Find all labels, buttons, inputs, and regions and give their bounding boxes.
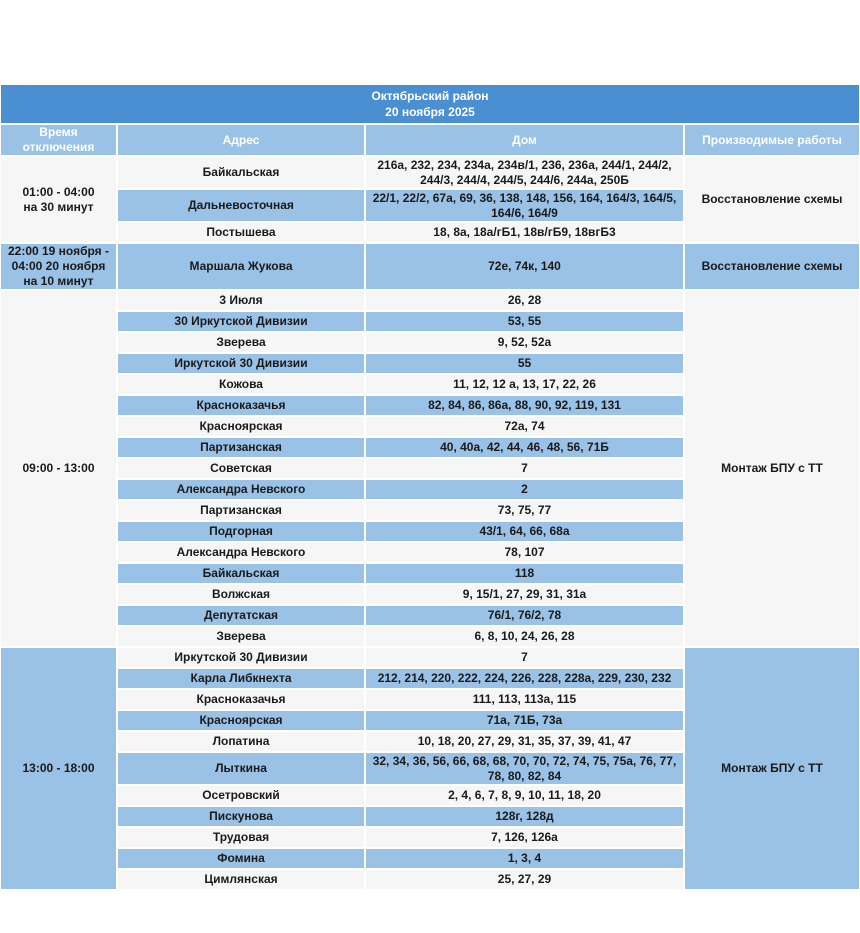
street-cell: Волжская xyxy=(118,585,364,604)
houses-cell: 216а, 232, 234, 234а, 234в/1, 236, 236а, 244/1, 244/2, 244/3, 244/4, 244/5, 244/6, 244а, 250Б xyxy=(366,157,683,188)
street-cell: Красноярская xyxy=(118,417,364,436)
houses-cell: 212, 214, 220, 222, 224, 226, 228, 228а, 229, 230, 232 xyxy=(366,669,683,688)
works-cell: Восстановление схемы xyxy=(685,157,859,242)
street-cell: Лыткина xyxy=(118,753,364,784)
street-cell: Лопатина xyxy=(118,732,364,751)
outage-table xyxy=(0,83,860,891)
outage-time-line: 04:00 20 ноября xyxy=(11,259,106,273)
houses-cell: 7, 126, 126а xyxy=(366,828,683,847)
street-cell: Партизанская xyxy=(118,501,364,520)
houses-cell: 40, 40а, 42, 44, 46, 48, 56, 71Б xyxy=(366,438,683,457)
street-cell: Байкальская xyxy=(118,564,364,583)
street-cell: Кожова xyxy=(118,375,364,394)
column-header-time: Время отключения xyxy=(1,125,116,155)
outage-time-line: 13:00 - 18:00 xyxy=(22,761,95,775)
column-header-house: Дом xyxy=(366,125,683,155)
column-header-works: Производимые работы xyxy=(685,125,859,155)
street-cell: Зверева xyxy=(118,627,364,646)
table-row xyxy=(1,648,859,667)
houses-cell: 26, 28 xyxy=(366,291,683,310)
houses-cell: 118 xyxy=(366,564,683,583)
outage-time-line: 09:00 - 13:00 xyxy=(22,461,95,475)
outage-time-line: 22:00 19 ноября - xyxy=(7,244,110,258)
houses-cell: 53, 55 xyxy=(366,312,683,331)
houses-cell: 18, 8а, 18а/гБ1, 18в/гБ9, 18вгБ3 xyxy=(366,223,683,242)
outage-time-line: на 10 минут xyxy=(23,274,94,288)
street-cell: Александра Невского xyxy=(118,543,364,562)
houses-cell: 9, 15/1, 27, 29, 31, 31а xyxy=(366,585,683,604)
houses-cell: 82, 84, 86, 86а, 88, 90, 92, 119, 131 xyxy=(366,396,683,415)
street-cell: Постышева xyxy=(118,223,364,242)
street-cell: 3 Июля xyxy=(118,291,364,310)
column-header-address: Адрес xyxy=(118,125,364,155)
houses-cell: 72а, 74 xyxy=(366,417,683,436)
houses-cell: 7 xyxy=(366,648,683,667)
outage-time-cell xyxy=(1,157,116,242)
houses-cell: 2 xyxy=(366,480,683,499)
street-cell: Иркутской 30 Дивизии xyxy=(118,648,364,667)
table-row xyxy=(1,291,859,310)
street-cell: Фомина xyxy=(118,849,364,868)
houses-cell: 32, 34, 36, 56, 66, 68, 68, 70, 70, 72, 74, 75, 75а, 76, 77, 78, 80, 82, 84 xyxy=(366,753,683,784)
street-cell: Александра Невского xyxy=(118,480,364,499)
houses-cell: 6, 8, 10, 24, 26, 28 xyxy=(366,627,683,646)
houses-cell: 76/1, 76/2, 78 xyxy=(366,606,683,625)
street-cell: Иркутской 30 Дивизии xyxy=(118,354,364,373)
outage-time-line: на 30 минут xyxy=(23,199,94,214)
street-cell: Красноказачья xyxy=(118,690,364,709)
street-cell: Депутатская xyxy=(118,606,364,625)
street-cell: Советская xyxy=(118,459,364,478)
works-cell: Восстановление схемы xyxy=(685,244,859,289)
houses-cell: 7 xyxy=(366,459,683,478)
street-cell: Цимлянская xyxy=(118,870,364,889)
houses-cell: 22/1, 22/2, 67а, 69, 36, 138, 148, 156, 164, 164/3, 164/5, 164/6, 164/9 xyxy=(366,190,683,221)
outage-time-cell xyxy=(1,244,116,289)
works-cell: Монтаж БПУ с ТТ xyxy=(685,648,859,889)
houses-cell: 72е, 74к, 140 xyxy=(366,244,683,289)
houses-cell: 43/1, 64, 66, 68а xyxy=(366,522,683,541)
works-cell: Монтаж БПУ с ТТ xyxy=(685,291,859,646)
street-cell: Пискунова xyxy=(118,807,364,826)
houses-cell: 111, 113, 113а, 115 xyxy=(366,690,683,709)
table-title xyxy=(1,85,859,123)
street-cell: Подгорная xyxy=(118,522,364,541)
outage-time-cell xyxy=(1,648,116,889)
houses-cell: 73, 75, 77 xyxy=(366,501,683,520)
table-row xyxy=(1,157,859,188)
table-row xyxy=(1,244,859,289)
outage-time-line: 01:00 - 04:00 xyxy=(22,184,95,199)
houses-cell: 11, 12, 12 а, 13, 17, 22, 26 xyxy=(366,375,683,394)
street-cell: Красноярская xyxy=(118,711,364,730)
street-cell: 30 Иркутской Дивизии xyxy=(118,312,364,331)
houses-cell: 71а, 71Б, 73а xyxy=(366,711,683,730)
houses-cell: 128г, 128д xyxy=(366,807,683,826)
houses-cell: 9, 52, 52а xyxy=(366,333,683,352)
street-cell: Зверева xyxy=(118,333,364,352)
schedule-date: 20 ноября 2025 xyxy=(385,105,475,119)
houses-cell: 2, 4, 6, 7, 8, 9, 10, 11, 18, 20 xyxy=(366,786,683,805)
district-name: Октябрьский район xyxy=(371,89,489,103)
houses-cell: 78, 107 xyxy=(366,543,683,562)
street-cell: Партизанская xyxy=(118,438,364,457)
street-cell: Трудовая xyxy=(118,828,364,847)
street-cell: Красноказачья xyxy=(118,396,364,415)
street-cell: Дальневосточная xyxy=(118,190,364,221)
houses-cell: 10, 18, 20, 27, 29, 31, 35, 37, 39, 41, 47 xyxy=(366,732,683,751)
table-body xyxy=(1,157,859,889)
houses-cell: 1, 3, 4 xyxy=(366,849,683,868)
outage-time-cell xyxy=(1,291,116,646)
street-cell: Маршала Жукова xyxy=(118,244,364,289)
houses-cell: 55 xyxy=(366,354,683,373)
street-cell: Карла Либкнехта xyxy=(118,669,364,688)
street-cell: Байкальская xyxy=(118,157,364,188)
outage-schedule xyxy=(0,83,860,891)
houses-cell: 25, 27, 29 xyxy=(366,870,683,889)
street-cell: Осетровский xyxy=(118,786,364,805)
